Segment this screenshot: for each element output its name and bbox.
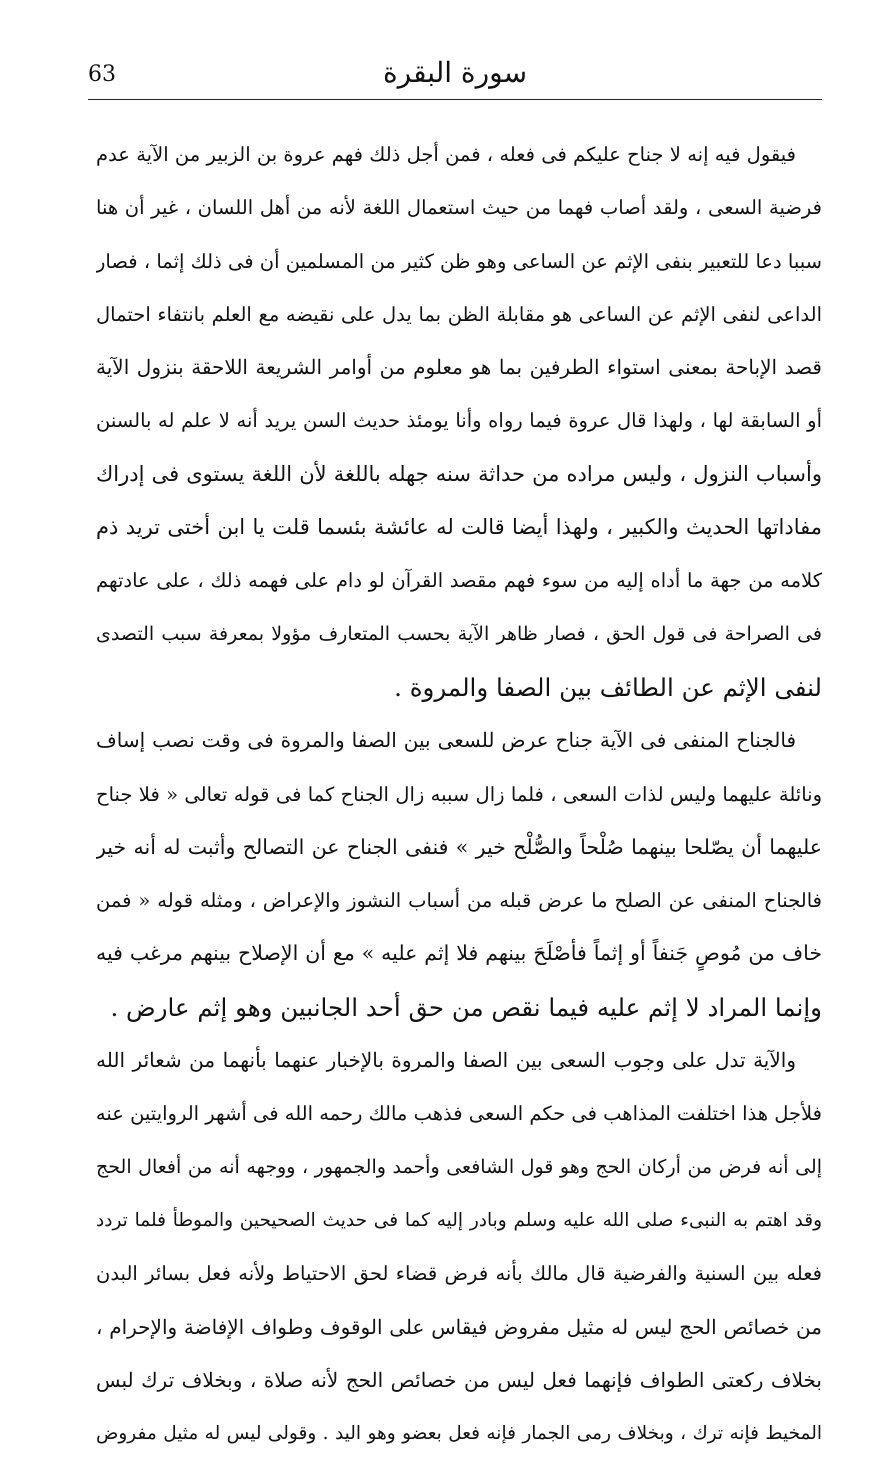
text-line: وقد اهتم به النبىء صلى الله عليه وسلم وبادر إليه كما فى حديث الصحيحين والموطأ فلما تردد <box>96 1209 822 1231</box>
text-line: مفاداتها الحديث والكبير ، ولهذا أيضا قالت له عائشة بئسما قلت يا ابن أختى تريد ذم <box>96 515 822 540</box>
text-line: أو السابقة لها ، ولهذا قال عروة فيما رواه وأنا يومئذ حديث السن يريد أنه لا علم له بالسنن <box>96 409 822 433</box>
text-line: سببا دعا للتعبير بنفى الإثم عن الساعى وهو ظن كثير من المسلمين أن فى ذلك إثما ، فصار <box>96 249 822 273</box>
text-line: خاف من مُوصٍ جَنفاً أو إثماً فأصْلَحَ بينهم فلا إثم عليه » مع أن الإصلاح بينهم مرغب فيه <box>96 941 822 966</box>
text-line: قصد الإباحة بمعنى استواء الطرفين بما هو معلوم من أوامر الشريعة اللاحقة بنزول الآية <box>96 355 822 380</box>
text-line: فى الصراحة فى قول الحق ، فصار ظاهر الآية بحسب المتعارف مؤولا بمعرفة سبب التصدى <box>96 622 822 645</box>
body-text <box>96 128 822 1460</box>
text-line: المخيط فإنه ترك ، وبخلاف رمى الجمار فإنه فعل بعضو وهو اليد . وقولى ليس له مثيل مفروض <box>96 1423 822 1445</box>
header-rule <box>88 99 822 100</box>
text-line: فرضية السعى ، ولقد أصاب فهما من حيث استعمال اللغة لأنه من أهل اللسان ، غير أن هنا <box>96 196 822 220</box>
text-line: بخلاف ركعتى الطواف فإنهما فعل ليس من خصائص الحج لأنه صلاة ، وبخلاف ترك لبس <box>96 1367 822 1392</box>
text-line: إلى أنه فرض من أركان الحج وهو قول الشافعى وأحمد والجمهور ، ووجهه أنه من أفعال الحج <box>96 1155 822 1178</box>
text-line: فيقول فيه إنه لا جناح عليكم فى فعله ، فمن أجل ذلك فهم عروة بن الزبير من الآية عدم <box>96 143 796 166</box>
text-line: وأسباب النزول ، وليس مراده من حداثة سنه جهله باللغة لأن اللغة يستوى فى إدراك <box>96 461 822 486</box>
text-line: فعله بين السنية والفرضية قال مالك بأنه فرض قضاء لحق الاحتياط ولأنه فعل بسائر البدن <box>96 1262 822 1286</box>
page-header <box>88 52 822 96</box>
text-line: الداعى لنفى الإثم عن الساعى هو مقابلة الظن بما يدل على نقيضه مع العلم بانتفاء احتمال <box>96 302 822 326</box>
text-line: فلأجل هذا اختلفت المذاهب فى حكم السعى فذهب مالك رحمه الله فى أشهر الروايتين عنه <box>96 1102 822 1126</box>
text-line: من خصائص الحج ليس له مثيل مفروض فيقاس على الوقوف وطواف الإفاضة والإحرام ، <box>96 1314 822 1339</box>
text-line: كلامه من جهة ما أداه إليه من سوء فهم مقصد القرآن لو دام على فهمه ذلك ، على عادتهم <box>96 569 822 593</box>
running-title: سورة البقرة <box>382 56 528 89</box>
page-number: 63 <box>88 62 116 87</box>
text-line: والآية تدل على وجوب السعى بين الصفا والمروة بالإخبار عنهما بأنهما من شعائر الله <box>96 1048 796 1073</box>
text-line: فالجناح المنفى فى الآية جناح عرض للسعى بين الصفا والمروة فى وقت نصب إساف <box>96 728 796 753</box>
text-line: فالجناح المنفى عن الصلح ما عرض قبله من أسباب النشوز والإعراض ، ومثله قوله « فمن <box>96 889 822 913</box>
text-line: ونائلة عليهما وليس لذات السعى ، فلما زال سببه زال الجناح كما فى قوله تعالى « فلا جناح <box>96 782 822 806</box>
text-line: وإنما المراد لا إثم عليه فيما نقص من حق أحد الجانبين وهو إثم عارض . <box>110 992 822 1022</box>
text-line: عليهما أن يصّلحا بينهما صُلْحاً والصُّلْح خير » فنفى الجناح عن التصالح وأثبت له أنه خير <box>96 834 822 859</box>
text-line: لنفى الإثم عن الطائف بين الصفا والمروة . <box>394 672 822 702</box>
